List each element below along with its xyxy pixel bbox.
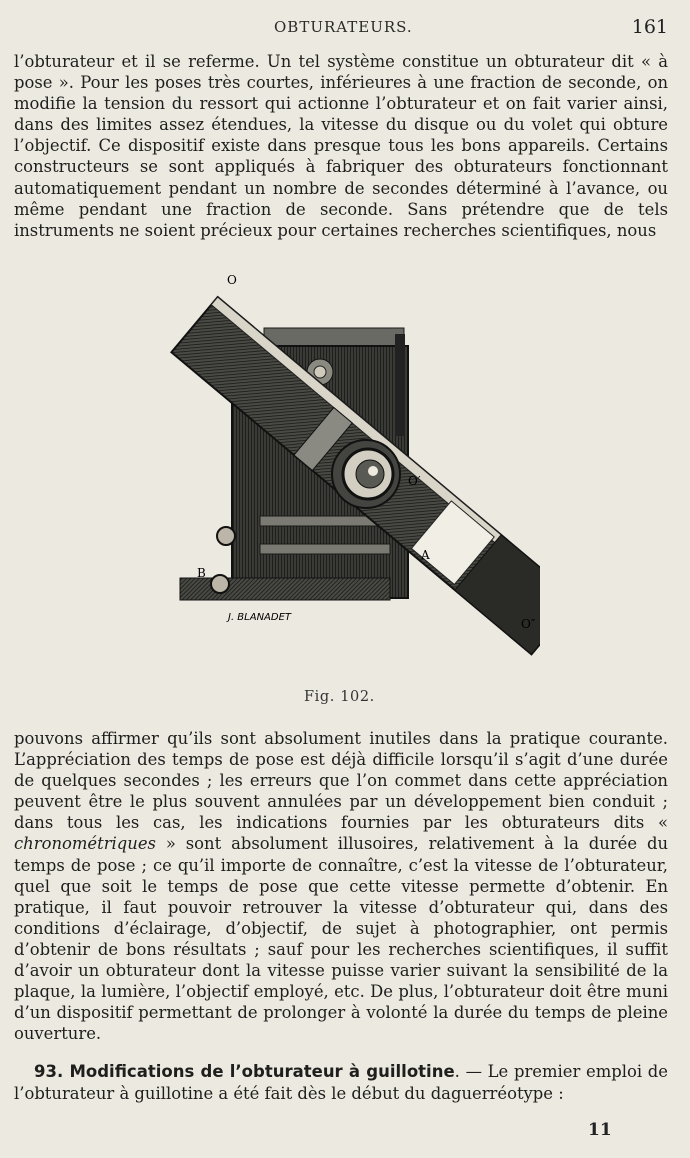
engraver-signature: J. BLANADET [228, 612, 292, 623]
running-title: OBTURATEURS. [274, 18, 413, 36]
label-o: O [227, 273, 237, 287]
paragraph-2-part-1: pouvons affirmer qu’ils sont absolument inutiles dans la pratique courante. L’appréciation des temps de pose est déjà difficile lorsqu’il s’agit d’une durée de quelques secondes ; les erreurs que l’on commet dans cette appréciation peuvent être le plus souvent annulées par un développement bien conduit ; dans tous les cas, les indications fournies par les obturateurs dits « [14, 729, 668, 833]
label-b: B [197, 566, 206, 580]
paragraph-2-part-2: » sont absolument illusoires, relativement à la durée du temps de pose ; ce qu’il importe de connaître, c’est la vitesse de l’obturateur, quel que soit le temps de pose que cette vitesse permette d’obtenir. En pratique, il faut pouvoir retrouver la vitesse d’obturateur qui, dans des conditions d’éclairage, d’objectif, de sujet à photographier, ont permis d’obtenir de bons résultats ; sauf pour les recherches scientifiques, il suffit d’avoir un obturateur dont la vitesse puisse varier suivant la sensibilité de la plaque, la lumière, l’objectif employé, etc. De plus, l’obturateur doit être muni d’un dispositif permettant de prolonger à volonté la durée du temps de pleine ouverture. [14, 834, 668, 1044]
paragraph-1: l’obturateur et il se referme. Un tel système constitue un obturateur dit « à pose ». Pour les poses très courtes, inférieures à une fraction de seconde, on modifie la tension du ressort qui actionne l’obturateur et on fait varier ainsi, dans des limites assez étendues, la vitesse du disque ou du volet qui obture l’objectif. Ce dispositif existe dans presque tous les bons appareils. Certains constructeurs se sont appliqués à fabriquer des obturateurs fonctionnant automatiquement pendant un nombre de secondes déterminé à l’avance, ou même pendant une fraction de seconde. Sans prétendre que de tels instruments ne soient précieux pour certaines recherches scientifiques, nous [14, 52, 668, 240]
page-number: 161 [631, 16, 668, 38]
section-93 [14, 1061, 668, 1104]
running-head [0, 18, 690, 40]
signature-mark: 11 [588, 1120, 612, 1140]
lens [332, 440, 400, 508]
figure-102 [140, 268, 540, 698]
paragraph-2-italic-term: chronométriques [14, 834, 156, 854]
label-o-double-prime: O″ [521, 617, 536, 631]
camera-shutter-engraving [140, 268, 540, 698]
label-o-prime: O′ [408, 474, 421, 488]
section-text: . — Le premier emploi de l’obturateur à guillotine a été fait dès le début du daguerréotype : [14, 1062, 668, 1103]
label-a: A [421, 548, 430, 562]
section-heading: 93. Modifications de l’obturateur à guillotine [34, 1062, 455, 1081]
figure-caption: Fig. 102. [304, 689, 375, 705]
paragraph-2 [14, 728, 668, 1044]
